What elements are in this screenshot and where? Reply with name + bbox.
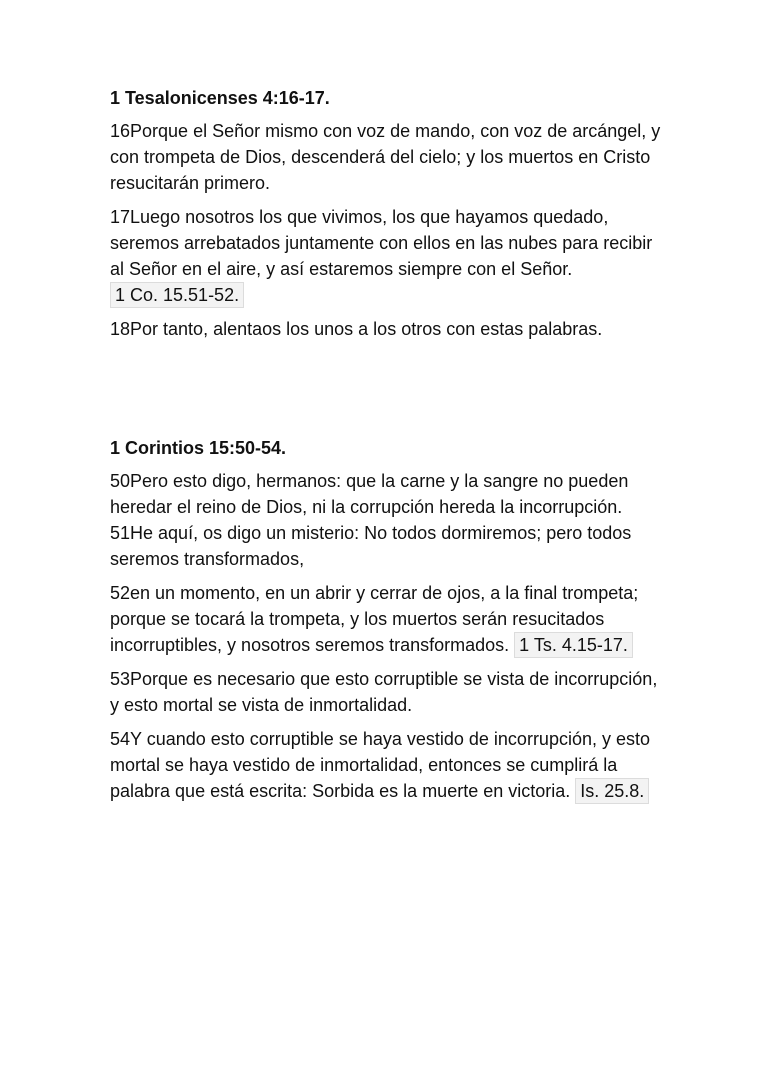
verse-54 [110,726,670,804]
verse-16 [110,118,670,196]
verse-16-text: 16Porque el Señor mismo con voz de mando, con voz de arcángel, y con trompeta de Dios, descenderá del cielo; y los muertos en Cristo resucitarán primero. [110,121,661,193]
verse-52-text: 52en un momento, en un abrir y cerrar de ojos, a la final trompeta; porque se tocará la trompeta, y los muertos serán resucitados incorruptibles, y nosotros seremos transformados. [110,583,639,655]
verse-17 [110,204,670,308]
cross-reference-is[interactable]: Is. 25.8. [575,778,649,804]
document-page [110,86,670,812]
section-spacer [110,350,670,436]
verse-17-text: 17Luego nosotros los que vivimos, los que hayamos quedado, seremos arrebatados juntamente con ellos en las nubes para recibir al Señor en el aire, y así estaremos siempre con el Señor. [110,207,653,279]
cross-reference-1ts[interactable]: 1 Ts. 4.15-17. [514,632,633,658]
section-heading-tesalonicenses: 1 Tesalonicenses 4:16-17. [110,88,330,108]
verse-50 [110,468,670,520]
verse-51 [110,520,670,572]
verse-51-text: 51He aquí, os digo un misterio: No todos dormiremos; pero todos seremos transformados, [110,523,632,569]
verse-53-text: 53Porque es necesario que esto corruptible se vista de incorrupción, y esto mortal se vista de inmortalidad. [110,669,658,715]
cross-reference-1co[interactable]: 1 Co. 15.51-52. [110,282,244,308]
verse-18 [110,316,670,342]
verse-52 [110,580,670,658]
verse-18-text: 18Por tanto, alentaos los unos a los otros con estas palabras. [110,319,603,339]
section-heading-corintios: 1 Corintios 15:50-54. [110,438,287,458]
verse-50-text: 50Pero esto digo, hermanos: que la carne y la sangre no pueden heredar el reino de Dios, ni la corrupción hereda la incorrupción. [110,471,629,517]
verse-53 [110,666,670,718]
verse-54-text: 54Y cuando esto corruptible se haya vestido de incorrupción, y esto mortal se haya vestido de inmortalidad, entonces se cumplirá la palabra que está escrita: Sorbida es la muerte en victoria. [110,729,650,801]
